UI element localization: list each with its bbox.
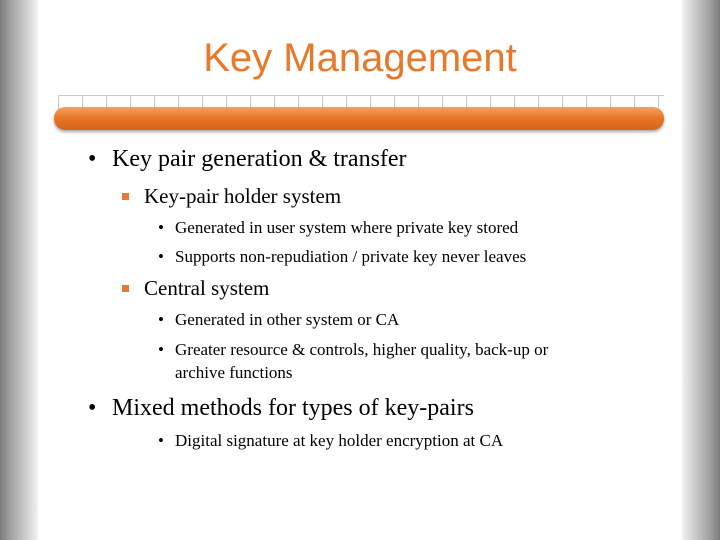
bullet-dot: • [158,218,164,237]
bullet-dot: • [158,310,164,329]
slide-title: Key Management [203,36,517,80]
sub-bullet-digital-signature: Digital signature at key holder encryption at CA [175,431,504,450]
bullet-dot: • [158,340,164,359]
right-side-gradient [682,0,720,540]
bullet-dot: • [158,431,164,450]
title-divider-bar [54,107,664,130]
sub-bullet-greater-resource-continued: archive functions [175,363,293,382]
square-bullet [122,193,129,200]
bullet-dot: • [88,395,97,421]
slide [38,0,682,540]
bullet-mixed-methods: Mixed methods for types of key-pairs [112,395,474,421]
bullet-dot: • [88,146,97,172]
bullet-dot: • [158,247,164,266]
square-bullet [122,285,129,292]
bullet-key-pair-holder-system: Key-pair holder system [144,184,342,208]
sub-bullet-generated-other-system: Generated in other system or CA [175,310,400,329]
bullet-key-pair-generation: Key pair generation & transfer [112,146,407,172]
sub-bullet-supports-non-repudiation: Supports non-repudiation / private key never leaves [175,247,527,266]
sub-bullet-generated-user-system: Generated in user system where private key stored [175,218,519,237]
bullet-central-system: Central system [144,276,270,300]
left-side-gradient [0,0,38,540]
sub-bullet-greater-resource: Greater resource & controls, higher quality, back-up or [175,340,549,359]
